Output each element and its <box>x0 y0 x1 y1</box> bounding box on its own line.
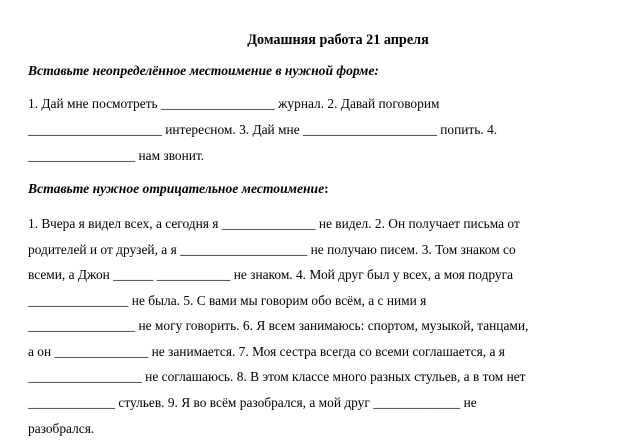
exercise-line: 1. Дай мне посмотреть _________________ журнал. 2. Давай поговорим <box>28 96 440 111</box>
exercise-line: ________________ не могу говорить. 6. Я всем занимаюсь: спортом, музыкой, танцами, <box>28 318 529 333</box>
exercise-line: _______________ не была. 5. С вами мы говорим обо всём, а с ними я <box>28 293 427 308</box>
section1-heading: Вставьте неопределённое местоимение в нужной форме: <box>28 63 379 78</box>
exercise-line: _____________ стульев. 9. Я во всём разобрался, а мой друг _____________ не <box>28 395 477 410</box>
exercise-line: ________________ нам звонит. <box>28 148 205 163</box>
section2-heading-text: Вставьте нужное отрицательное местоимение <box>28 181 325 196</box>
exercise-line: ____________________ интересном. 3. Дай мне ____________________ попить. 4. <box>28 122 498 137</box>
section2-heading <box>28 180 329 198</box>
exercise-line: родителей и от друзей, а я ___________________ не получаю писем. 3. Том знаком со <box>28 242 516 257</box>
exercise-line: 1. Вчера я видел всех, а сегодня я ______________ не видел. 2. Он получает письма от <box>28 216 520 231</box>
page-title: Домашняя работа 21 апреля <box>247 32 429 48</box>
section2-heading-colon: : <box>324 181 329 196</box>
exercise-line: разобрался. <box>28 421 95 436</box>
exercise-line: _________________ не соглашаюсь. 8. В этом классе много разных стульев, а в том нет <box>28 369 526 384</box>
exercise-line: а он ______________ не занимается. 7. Моя сестра всегда со всеми соглашается, а я <box>28 344 505 359</box>
exercise-line: всеми, а Джон ______ ___________ не знаком. 4. Мой друг был у всех, а моя подруга <box>28 267 514 282</box>
